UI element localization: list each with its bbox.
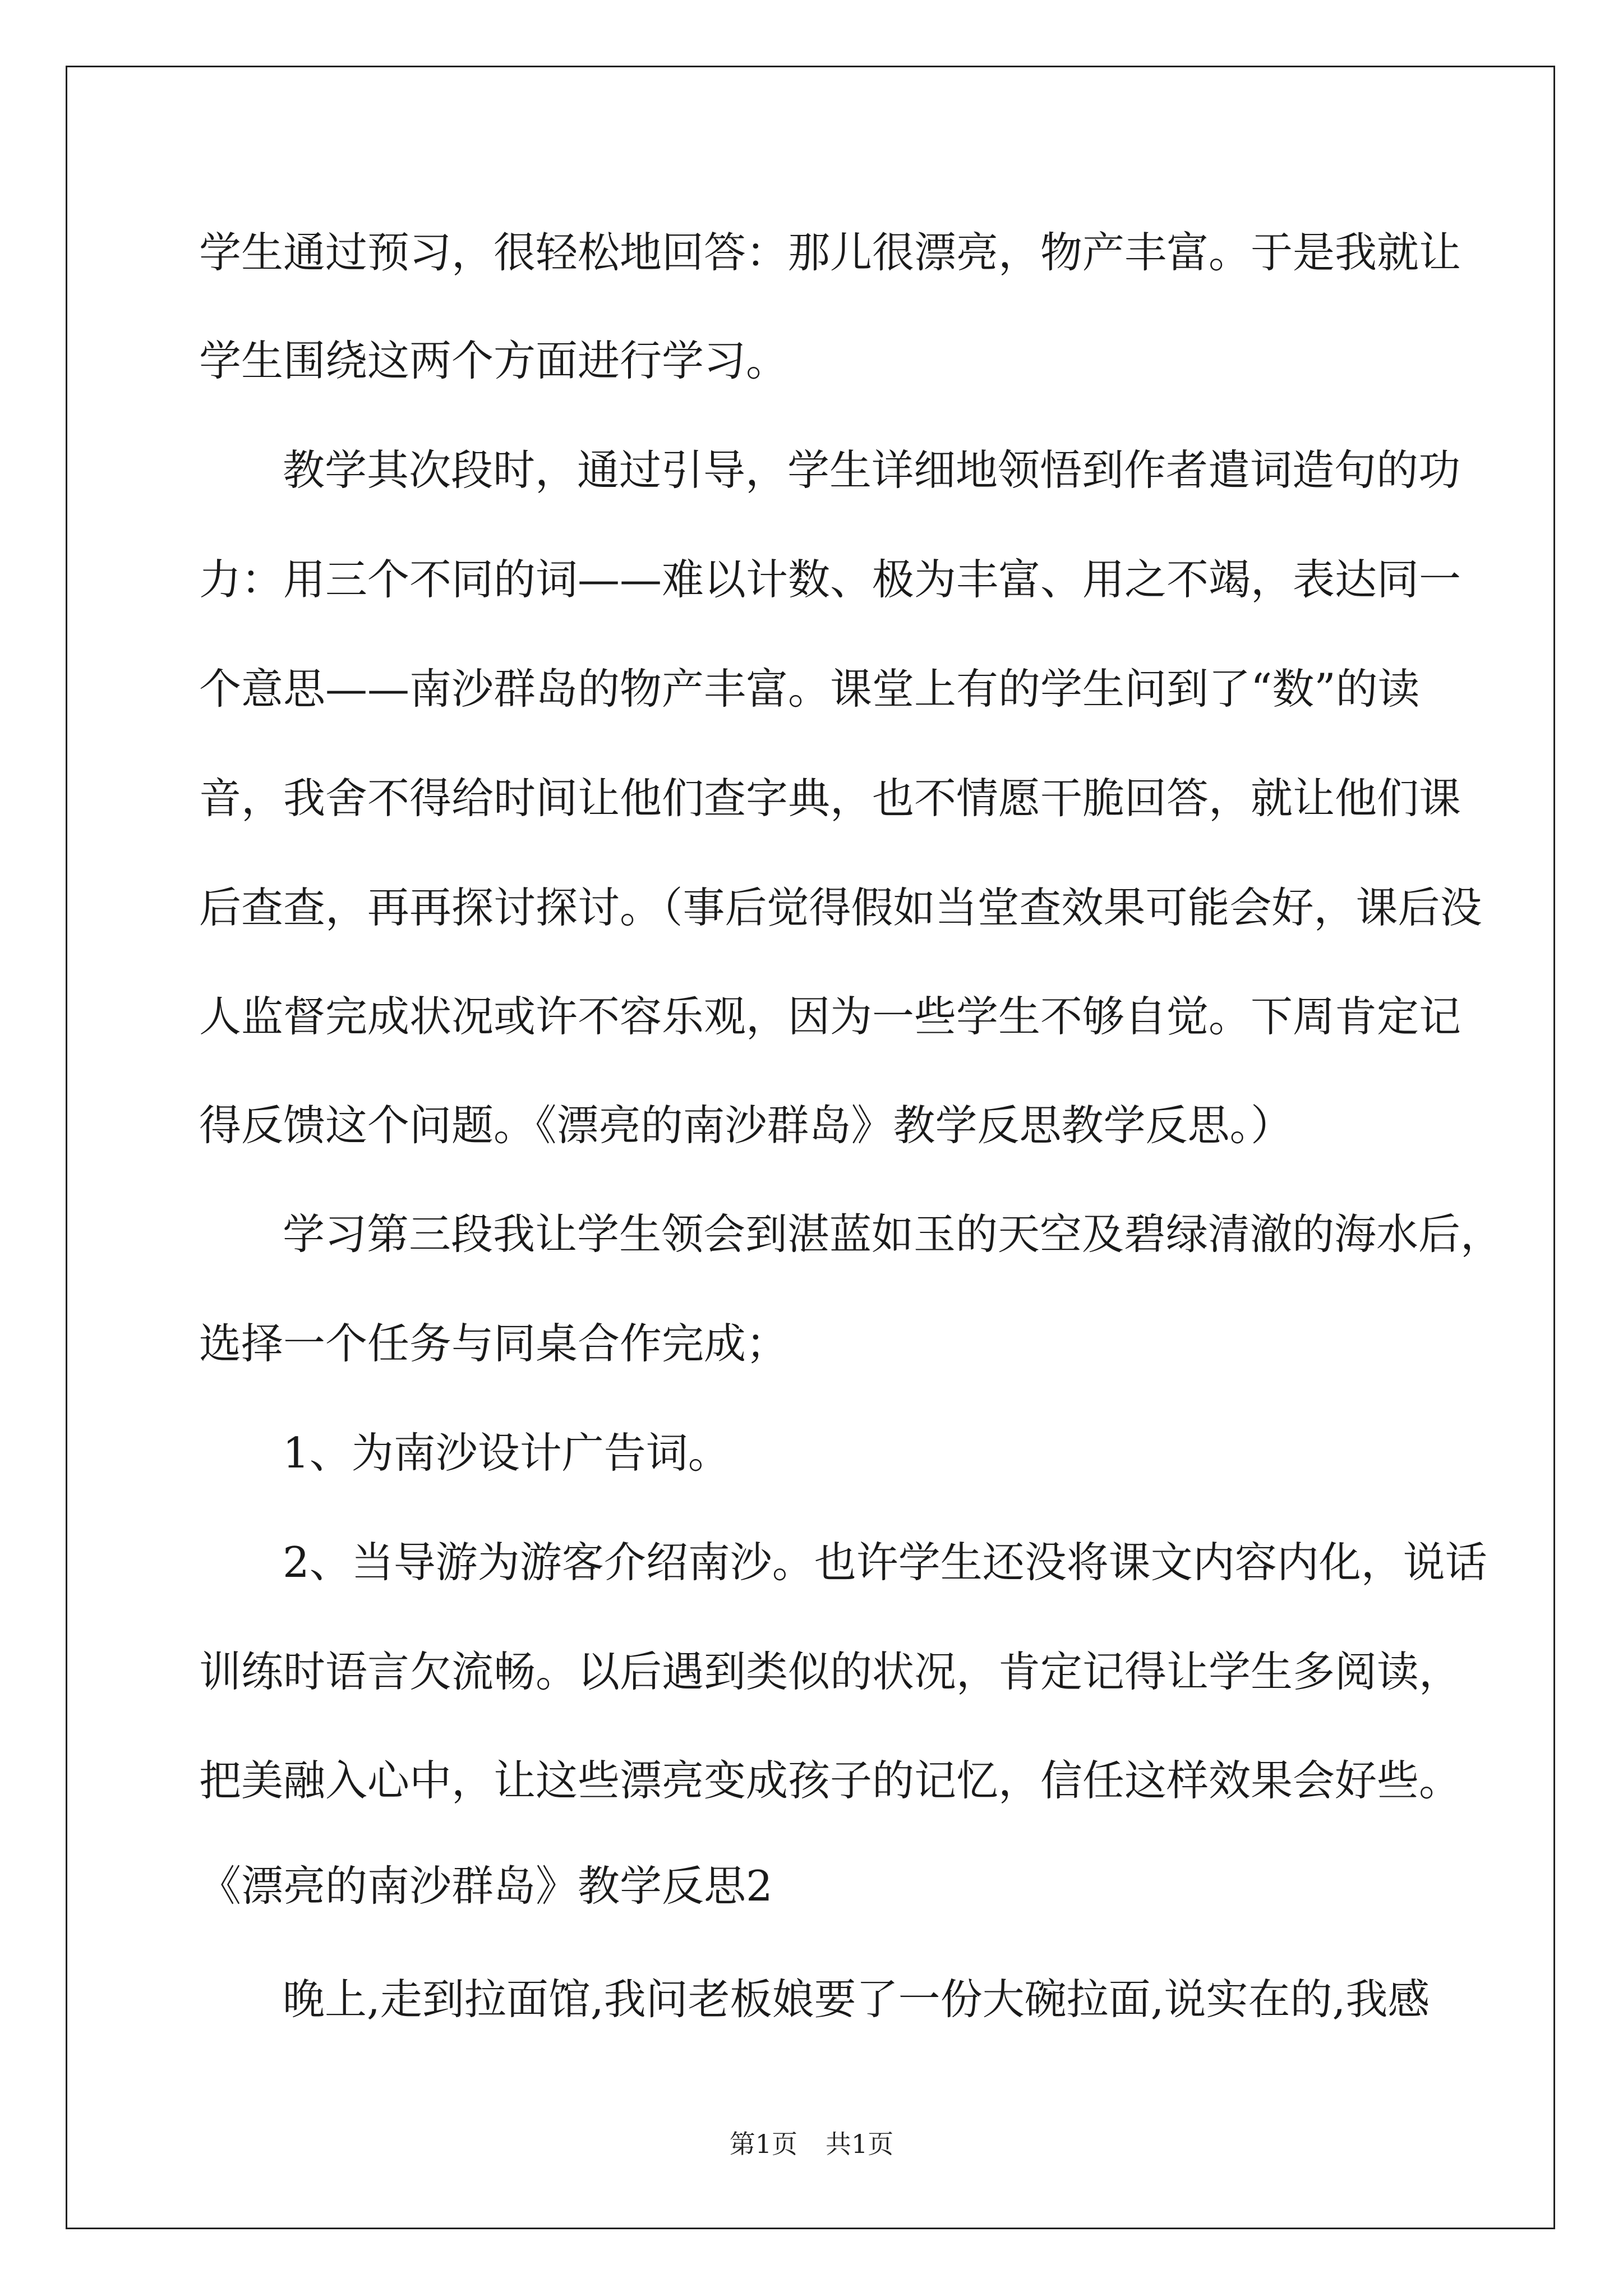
section-heading: 《漂亮的南沙群岛》教学反思2 xyxy=(199,1861,773,1911)
text-line: 人监督完成状况或许不容乐观，因为一些学生不够自觉。下周肯定记 xyxy=(199,992,1461,1041)
text-line: 力：用三个不同的词——难以计数、极为丰富、用之不竭，表达同一 xyxy=(199,555,1461,604)
page-footer xyxy=(0,2127,1623,2161)
text-line: 教学其次段时，通过引导，学生详细地领悟到作者遣词造句的功 xyxy=(283,445,1461,495)
page-number-total: 共1页 xyxy=(826,2129,894,2159)
text-line: 学习第三段我让学生领会到湛蓝如玉的天空及碧绿清澈的海水后， xyxy=(283,1209,1503,1259)
text-line: 1、为南沙设计广告词。 xyxy=(283,1428,730,1478)
text-line: 学生围绕这两个方面进行学习。 xyxy=(199,336,789,385)
text-line: 2、当导游为游客介绍南沙。也许学生还没将课文内容内化，说话 xyxy=(283,1538,1487,1587)
text-line: 选择一个任务与同桌合作完成； xyxy=(199,1319,789,1368)
text-line: 晚上,走到拉面馆,我问老板娘要了一份大碗拉面,说实在的,我感 xyxy=(283,1975,1430,2024)
text-line: 训练时语言欠流畅。以后遇到类似的状况，肯定记得让学生多阅读， xyxy=(199,1647,1461,1696)
text-line: 得反馈这个问题。《漂亮的南沙群岛》教学反思教学反思。） xyxy=(199,1101,1293,1150)
text-line: 个意思——南沙群岛的物产丰富。课堂上有的学生问到了“数”的读 xyxy=(199,664,1420,714)
text-line: 学生通过预习，很轻松地回答：那儿很漂亮，物产丰富。于是我就让 xyxy=(199,228,1461,277)
page-number-current: 第1页 xyxy=(729,2129,797,2159)
text-line: 音，我舍不得给时间让他们查字典，也不情愿干脆回答，就让他们课 xyxy=(199,774,1461,823)
text-line: 后查查，再再探讨探讨。（事后觉得假如当堂查效果可能会好，课后没 xyxy=(199,883,1482,932)
text-line: 把美融入心中，让这些漂亮变成孩子的记忆，信任这样效果会好些。 xyxy=(199,1756,1461,1805)
